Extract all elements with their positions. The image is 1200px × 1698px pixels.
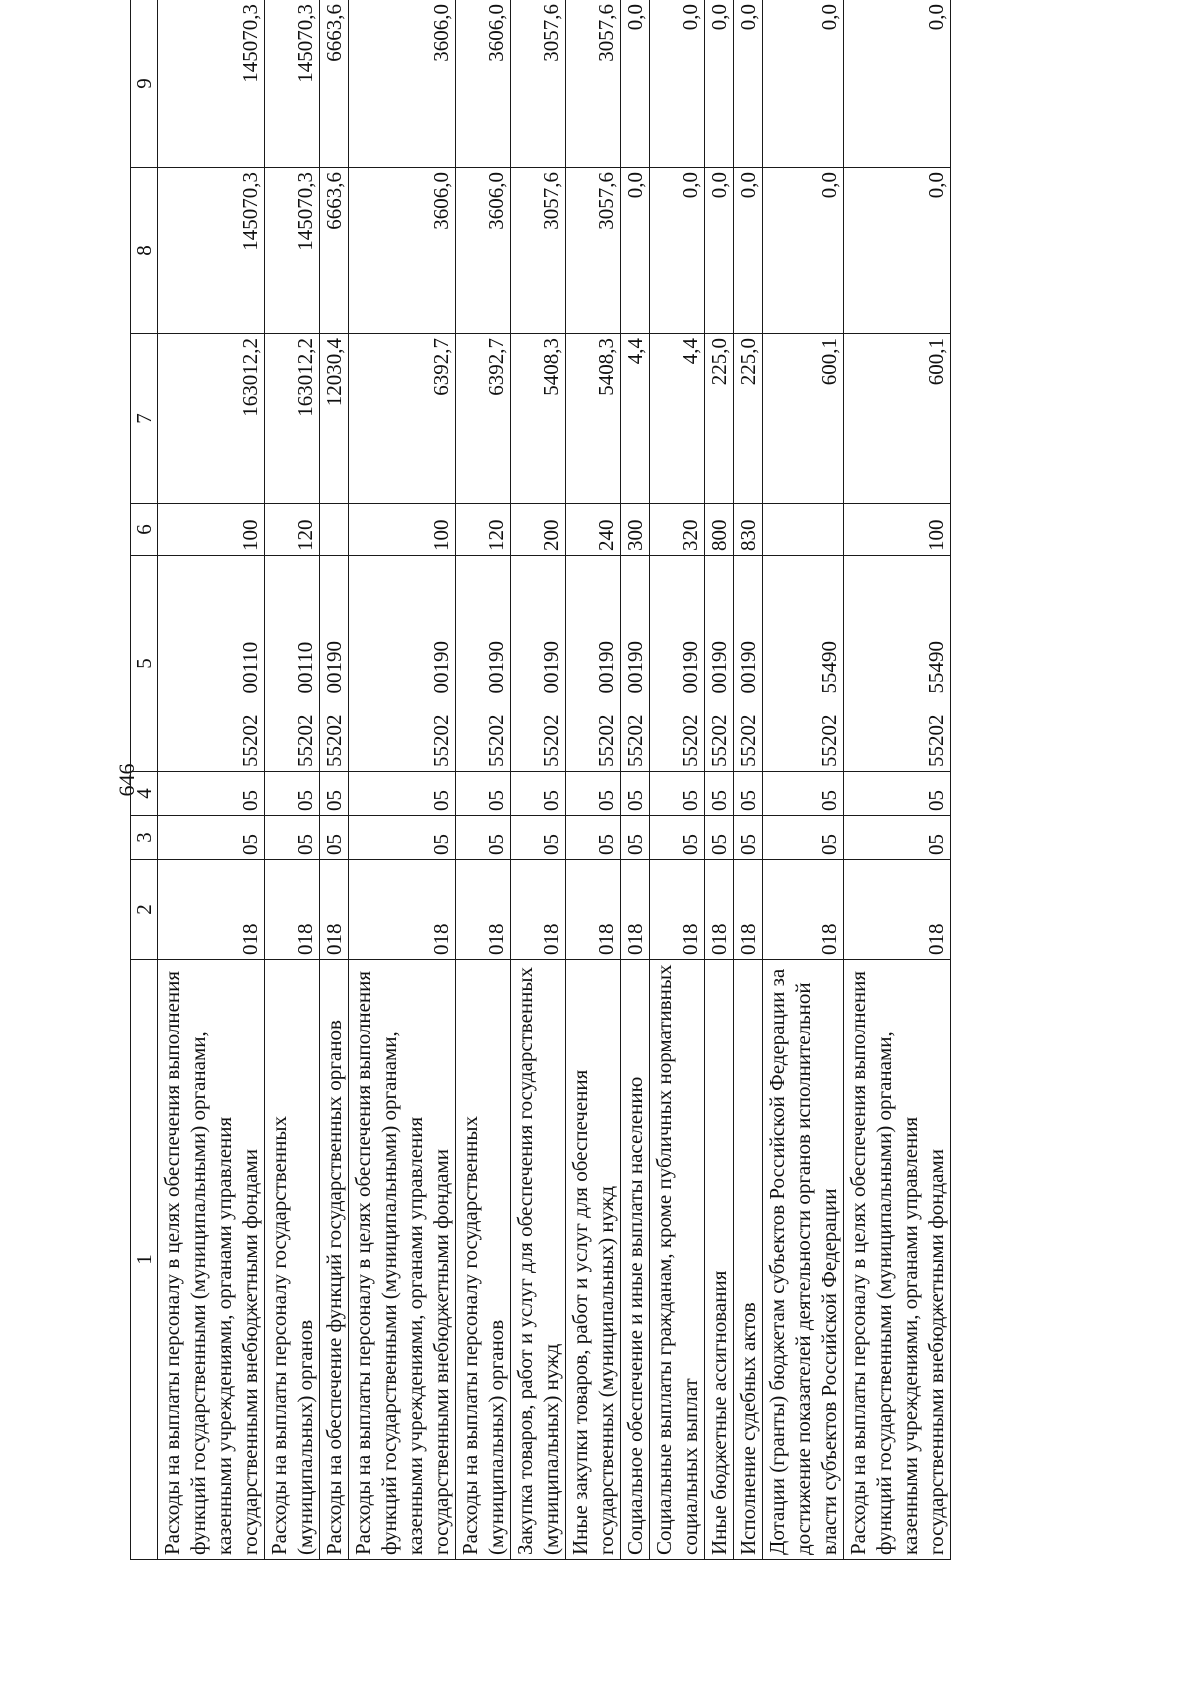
ministry-code-cell: 018 (763, 860, 844, 960)
amount-cell: 3606,0 (456, 0, 511, 168)
expense-name-cell: Иные закупки товаров, работ и услуг для обеспечения государственных (муниципальных) нужд (566, 960, 621, 1560)
target-article-cell: 55202 00190 (734, 556, 763, 772)
table-row (621, 0, 650, 1560)
target-article-cell: 55202 00190 (650, 556, 705, 772)
page-number: 646 (114, 763, 139, 797)
table-row (566, 0, 621, 1560)
subsection-code-cell: 05 (456, 772, 511, 816)
amount-cell: 163012,2 (265, 334, 320, 504)
amount-cell: 145070,3 (265, 168, 320, 334)
ministry-code-cell: 018 (511, 860, 566, 960)
expense-name-cell: Расходы на выплаты персоналу государственных (муниципальных) органов (265, 960, 320, 1560)
table-row (456, 0, 511, 1560)
amount-cell: 145070,3 (158, 0, 265, 168)
subsection-code-cell: 05 (265, 772, 320, 816)
table-row (511, 0, 566, 1560)
amount-cell: 163012,2 (158, 334, 265, 504)
expense-name-cell: Социальное обеспечение и иные выплаты населению (621, 960, 650, 1560)
section-code-cell: 05 (844, 816, 951, 860)
table-body (158, 0, 951, 1560)
amount-cell: 0,0 (734, 168, 763, 334)
amount-cell: 0,0 (650, 0, 705, 168)
subsection-code-cell: 05 (158, 772, 265, 816)
table-row (705, 0, 734, 1560)
amount-cell: 145070,3 (265, 0, 320, 168)
column-header: 3 (131, 816, 158, 860)
subsection-code-cell: 05 (621, 772, 650, 816)
expense-type-cell: 320 (650, 504, 705, 556)
amount-cell: 0,0 (763, 168, 844, 334)
column-header: 9 (131, 0, 158, 168)
amount-cell: 600,1 (763, 334, 844, 504)
column-header: 6 (131, 504, 158, 556)
expense-type-cell (320, 504, 349, 556)
subsection-code-cell: 05 (566, 772, 621, 816)
expense-name-cell: Расходы на обеспечение функций государственных органов (320, 960, 349, 1560)
section-code-cell: 05 (734, 816, 763, 860)
amount-cell: 5408,3 (511, 334, 566, 504)
target-article-cell: 55202 00110 (158, 556, 265, 772)
section-code-cell: 05 (265, 816, 320, 860)
expense-type-cell: 300 (621, 504, 650, 556)
amount-cell: 6663,6 (320, 168, 349, 334)
amount-cell: 145070,3 (158, 168, 265, 334)
expense-name-cell: Социальные выплаты гражданам, кроме публичных нормативных социальных выплат (650, 960, 705, 1560)
expense-name-cell: Иные бюджетные ассигнования (705, 960, 734, 1560)
expense-name-cell: Расходы на выплаты персоналу в целях обеспечения выполнения функций государственными (муниципальными) органами, казенными учреждениями, органами управления государственными внебюджетными фондами (844, 960, 951, 1560)
ministry-code-cell: 018 (456, 860, 511, 960)
expense-type-cell: 830 (734, 504, 763, 556)
ministry-code-cell: 018 (349, 860, 456, 960)
ministry-code-cell: 018 (844, 860, 951, 960)
section-code-cell: 05 (158, 816, 265, 860)
ministry-code-cell: 018 (705, 860, 734, 960)
table-row (763, 0, 844, 1560)
subsection-code-cell: 05 (349, 772, 456, 816)
amount-cell: 0,0 (705, 168, 734, 334)
amount-cell: 3057,6 (566, 0, 621, 168)
target-article-cell: 55202 00190 (705, 556, 734, 772)
subsection-code-cell: 05 (734, 772, 763, 816)
table-row (650, 0, 705, 1560)
section-code-cell: 05 (705, 816, 734, 860)
expense-type-cell (763, 504, 844, 556)
amount-cell: 3606,0 (349, 168, 456, 334)
target-article-cell: 55202 00110 (265, 556, 320, 772)
amount-cell: 0,0 (734, 0, 763, 168)
section-code-cell: 05 (349, 816, 456, 860)
amount-cell: 600,1 (844, 334, 951, 504)
section-code-cell: 05 (566, 816, 621, 860)
target-article-cell: 55202 00190 (566, 556, 621, 772)
section-code-cell: 05 (511, 816, 566, 860)
table-row (158, 0, 265, 1560)
target-article-cell: 55202 00190 (456, 556, 511, 772)
target-article-cell: 55202 00190 (349, 556, 456, 772)
expense-type-cell: 800 (705, 504, 734, 556)
expense-type-cell: 100 (158, 504, 265, 556)
expense-name-cell: Исполнение судебных актов (734, 960, 763, 1560)
target-article-cell: 55202 55490 (763, 556, 844, 772)
amount-cell: 6663,6 (320, 0, 349, 168)
table-row (265, 0, 320, 1560)
budget-table (130, 0, 951, 1560)
expense-name-cell: Расходы на выплаты персоналу в целях обеспечения выполнения функций государственными (муниципальными) органами, казенными учреждениями, органами управления государственными внебюджетными фондами (158, 960, 265, 1560)
section-code-cell: 05 (763, 816, 844, 860)
section-code-cell: 05 (621, 816, 650, 860)
target-article-cell: 55202 00190 (511, 556, 566, 772)
amount-cell: 6392,7 (349, 334, 456, 504)
table-row (734, 0, 763, 1560)
subsection-code-cell: 05 (650, 772, 705, 816)
amount-cell: 0,0 (705, 0, 734, 168)
table-row (320, 0, 349, 1560)
expense-name-cell: Расходы на выплаты персоналу в целях обеспечения выполнения функций государственными (муниципальными) органами, казенными учреждениями, органами управления государственными внебюджетными фондами (349, 960, 456, 1560)
ministry-code-cell: 018 (320, 860, 349, 960)
ministry-code-cell: 018 (566, 860, 621, 960)
expense-type-cell: 100 (349, 504, 456, 556)
ministry-code-cell: 018 (621, 860, 650, 960)
amount-cell: 3606,0 (349, 0, 456, 168)
subsection-code-cell: 05 (320, 772, 349, 816)
column-header: 5 (131, 556, 158, 772)
section-code-cell: 05 (456, 816, 511, 860)
subsection-code-cell: 05 (844, 772, 951, 816)
subsection-code-cell: 05 (511, 772, 566, 816)
expense-name-cell: Закупка товаров, работ и услуг для обеспечения государственных (муниципальных) нужд (511, 960, 566, 1560)
subsection-code-cell: 05 (763, 772, 844, 816)
ministry-code-cell: 018 (158, 860, 265, 960)
amount-cell: 4,4 (650, 334, 705, 504)
table-row (349, 0, 456, 1560)
expense-type-cell: 200 (511, 504, 566, 556)
target-article-cell: 55202 00190 (320, 556, 349, 772)
amount-cell: 3057,6 (566, 168, 621, 334)
table-row (844, 0, 951, 1560)
section-code-cell: 05 (320, 816, 349, 860)
ministry-code-cell: 018 (650, 860, 705, 960)
rotated-page (90, 0, 1090, 1560)
column-header: 4 (131, 772, 158, 816)
amount-cell: 0,0 (650, 168, 705, 334)
amount-cell: 225,0 (705, 334, 734, 504)
expense-name-cell: Дотации (гранты) бюджетам субъектов Российской Федерации за достижение показателей деятельности органов исполнительной власти субъектов Российской Федерации (763, 960, 844, 1560)
amount-cell: 0,0 (621, 0, 650, 168)
amount-cell: 4,4 (621, 334, 650, 504)
subsection-code-cell: 05 (705, 772, 734, 816)
ministry-code-cell: 018 (734, 860, 763, 960)
target-article-cell: 55202 00190 (621, 556, 650, 772)
amount-cell: 5408,3 (566, 334, 621, 504)
ministry-code-cell: 018 (265, 860, 320, 960)
section-code-cell: 05 (650, 816, 705, 860)
expense-type-cell: 120 (265, 504, 320, 556)
column-header: 2 (131, 860, 158, 960)
expense-type-cell: 120 (456, 504, 511, 556)
amount-cell: 225,0 (734, 334, 763, 504)
column-header: 8 (131, 168, 158, 334)
column-header: 7 (131, 334, 158, 504)
expense-type-cell: 240 (566, 504, 621, 556)
amount-cell: 3057,6 (511, 168, 566, 334)
amount-cell: 0,0 (621, 168, 650, 334)
amount-cell: 12030,4 (320, 334, 349, 504)
amount-cell: 3057,6 (511, 0, 566, 168)
amount-cell: 0,0 (844, 0, 951, 168)
expense-type-cell: 100 (844, 504, 951, 556)
amount-cell: 3606,0 (456, 168, 511, 334)
amount-cell: 0,0 (844, 168, 951, 334)
amount-cell: 6392,7 (456, 334, 511, 504)
target-article-cell: 55202 55490 (844, 556, 951, 772)
expense-name-cell: Расходы на выплаты персоналу государственных (муниципальных) органов (456, 960, 511, 1560)
column-header: 1 (131, 960, 158, 1560)
amount-cell: 0,0 (763, 0, 844, 168)
table-header-row (131, 0, 158, 1560)
